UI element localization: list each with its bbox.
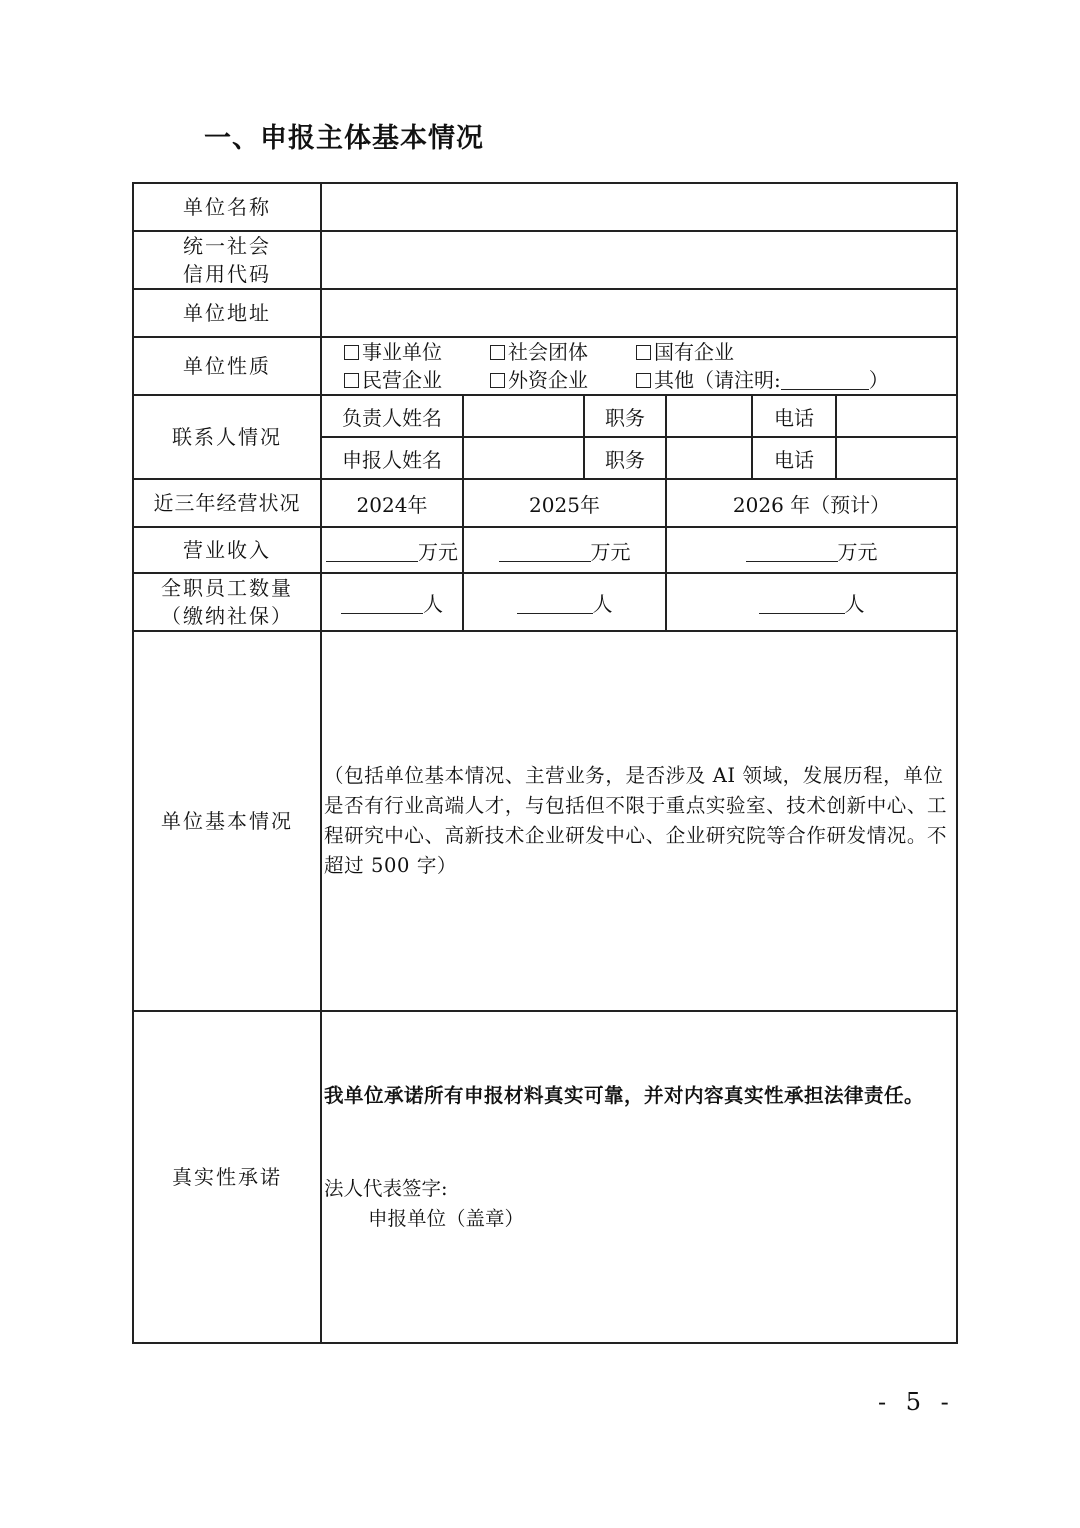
basic-info-form — [132, 182, 958, 1344]
label-head-position: 职务 — [584, 395, 666, 437]
label-applicant-position: 职务 — [584, 437, 666, 479]
checkbox-icon[interactable] — [490, 373, 505, 388]
section-heading: 一、申报主体基本情况 — [204, 123, 484, 154]
label-applicant-name: 申报人姓名 — [321, 437, 463, 479]
staff-2024[interactable]: 人 — [321, 573, 463, 631]
field-applicant-name[interactable] — [463, 437, 584, 479]
label-staff-count: 全职员工数量 （缴纳社保） — [133, 573, 321, 631]
staff-2026[interactable]: 人 — [666, 573, 957, 631]
label-revenue: 营业收入 — [133, 527, 321, 573]
field-unit-address[interactable] — [321, 289, 957, 337]
field-head-position[interactable] — [667, 396, 753, 436]
revenue-2026[interactable]: 万元 — [666, 527, 957, 573]
checkbox-icon[interactable] — [344, 345, 359, 360]
label-credit-code: 统一社会 信用代码 — [133, 231, 321, 289]
option-foreign[interactable]: 外资企业 — [490, 366, 636, 394]
label-operations: 近三年经营状况 — [133, 479, 321, 527]
promise-statement: 我单位承诺所有申报材料真实可靠，并对内容真实性承担法律责任。 — [324, 1084, 925, 1107]
legal-signature-label: 法人代表签字: — [324, 1177, 448, 1200]
option-social-organization[interactable]: 社会团体 — [490, 338, 636, 366]
field-applicant-phone[interactable] — [836, 437, 957, 479]
option-public-institution[interactable]: 事业单位 — [344, 338, 490, 366]
label-unit-address: 单位地址 — [133, 289, 321, 337]
field-applicant-position[interactable] — [667, 438, 753, 478]
year-2026: 2026 年（预计） — [666, 479, 957, 527]
label-unit-name: 单位名称 — [133, 183, 321, 231]
label-unit-nature: 单位性质 — [133, 337, 321, 395]
field-unit-name[interactable] — [321, 183, 957, 231]
label-head-name: 负责人姓名 — [321, 395, 463, 437]
label-head-phone: 电话 — [774, 405, 814, 430]
checkbox-icon[interactable] — [636, 345, 651, 360]
field-authenticity[interactable] — [321, 1011, 957, 1343]
label-basic-info: 单位基本情况 — [133, 631, 321, 1011]
page-number: - 5 - — [878, 1388, 955, 1416]
revenue-2025[interactable]: 万元 — [463, 527, 666, 573]
checkbox-icon[interactable] — [344, 373, 359, 388]
field-basic-info[interactable] — [321, 631, 957, 1011]
unit-seal-label: 申报单位（盖章） — [368, 1207, 525, 1230]
nature-options — [321, 337, 957, 395]
field-head-phone[interactable] — [836, 395, 957, 437]
option-private[interactable]: 民营企业 — [344, 366, 490, 394]
other-blank[interactable] — [781, 371, 869, 390]
label-authenticity: 真实性承诺 — [133, 1011, 321, 1343]
year-2025: 2025年 — [463, 479, 666, 527]
checkbox-icon[interactable] — [490, 345, 505, 360]
label-contact: 联系人情况 — [133, 395, 321, 479]
field-head-name[interactable] — [463, 395, 584, 437]
year-2024: 2024年 — [321, 479, 463, 527]
staff-2025[interactable]: 人 — [463, 573, 666, 631]
checkbox-icon[interactable] — [636, 373, 651, 388]
option-other[interactable]: 其他（请注明: ） — [636, 368, 889, 392]
revenue-2024[interactable]: 万元 — [321, 527, 463, 573]
basic-info-instructions: （包括单位基本情况、主营业务，是否涉及 AI 领域，发展历程，单位是否有行业高端人才，与包括但不限于重点实验室、技术创新中心、工程研究中心、高新技术企业研发中心、企业研究院等合作研发情况。不超过 500 字） — [324, 764, 948, 877]
field-credit-code[interactable] — [321, 231, 957, 289]
option-state-owned[interactable]: 国有企业 — [636, 338, 782, 366]
label-applicant-phone: 电话 — [774, 447, 814, 472]
